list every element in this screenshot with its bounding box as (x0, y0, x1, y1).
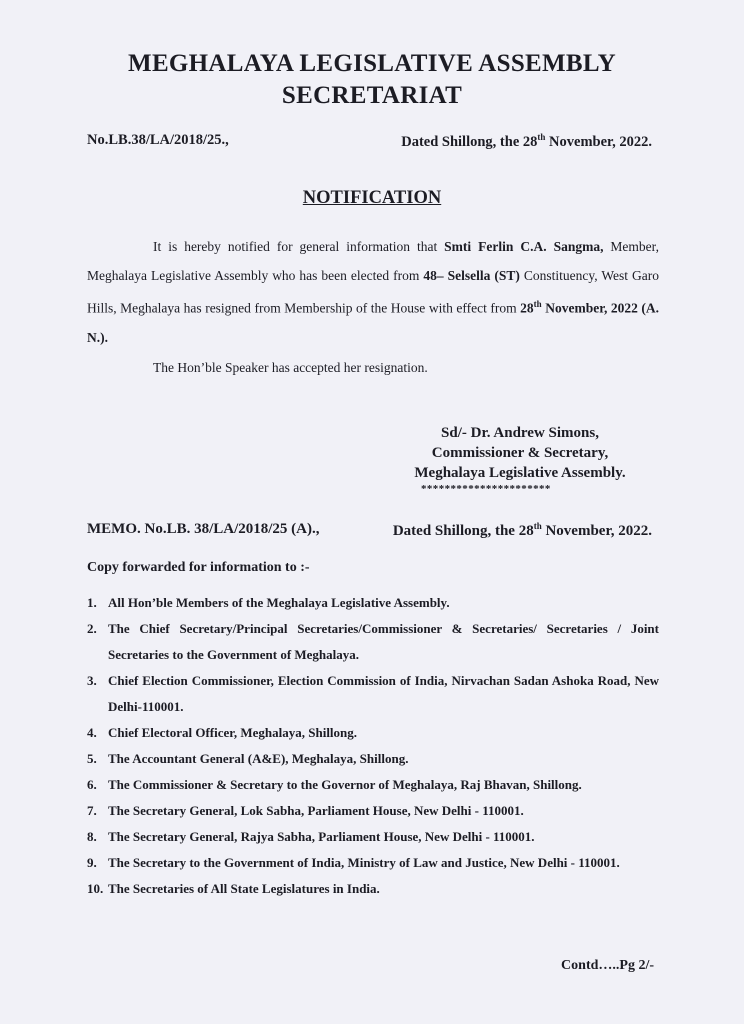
list-item: 1. All Hon’ble Members of the Meghalaya Legislative Assembly. (87, 595, 450, 610)
reference-number: No.LB.38/LA/2018/25., (87, 132, 229, 148)
memo-date: Dated Shillong, the 28th November, 2022. (392, 521, 652, 539)
list-item: 6. The Commissioner & Secretary to the Governor of Meghalaya, Raj Bhavan, Shillong. (87, 777, 582, 792)
notification-heading: NOTIFICATION (302, 188, 442, 208)
list-item: 8. The Secretary General, Rajya Sabha, Parliament House, New Delhi - 110001. (87, 829, 535, 844)
secretariat-title: SECRETARIAT (281, 82, 463, 109)
acceptance-paragraph: The Hon’ble Speaker has accepted her resignation. (153, 360, 428, 375)
copy-forwarded-label: Copy forwarded for information to :- (87, 560, 310, 575)
member-name: Smti Ferlin C.A. Sangma, (444, 239, 604, 254)
list-item: 4. Chief Electoral Officer, Meghalaya, Shillong. (87, 725, 358, 740)
signature-office: Meghalaya Legislative Assembly. (414, 465, 626, 481)
signature-name: Sd/- Dr. Andrew Simons, (441, 425, 599, 441)
list-item: 9. The Secretary to the Government of India, Ministry of Law and Justice, New Delhi - 110001. (87, 855, 620, 870)
assembly-title: MEGHALAYA LEGISLATIVE ASSEMBLY (128, 50, 616, 77)
continued-note: Contd…..Pg 2/- (561, 958, 654, 973)
memo-number: MEMO. No.LB. 38/LA/2018/25 (A)., (87, 521, 320, 537)
separator-stars: ********************** (421, 483, 551, 495)
signature-designation: Commissioner & Secretary, (431, 445, 609, 461)
list-item: 2. The Chief Secretary/Principal Secretaries/Commissioner & Secretaries/ Secretaries / Joint Secretaries to the Government of Meghalaya. (87, 621, 659, 662)
list-item: 5. The Accountant General (A&E), Meghalaya, Shillong. (87, 751, 409, 766)
list-item: 7. The Secretary General, Lok Sabha, Parliament House, New Delhi - 110001. (87, 803, 524, 818)
constituency: 48– Selsella (ST) (423, 268, 520, 283)
distribution-list (87, 590, 659, 902)
list-item: 3. Chief Election Commissioner, Election Commission of India, Nirvachan Sadan Ashoka Road, New Delhi-110001. (87, 673, 659, 714)
notification-paragraph: It is hereby notified for general information that Smti Ferlin C.A. Sangma, Member, Meghalaya Legislative Assembly who has been elected from 48– Selsella (ST) Constituency, West Garo Hills, Meghalaya has resigned from Membership of the House with effect from 28th November, 2022 (A. N.). (87, 239, 660, 345)
reference-date: Dated Shillong, the 28th November, 2022. (401, 132, 652, 150)
list-item: 10. The Secretaries of All State Legislatures in India. (87, 881, 380, 896)
